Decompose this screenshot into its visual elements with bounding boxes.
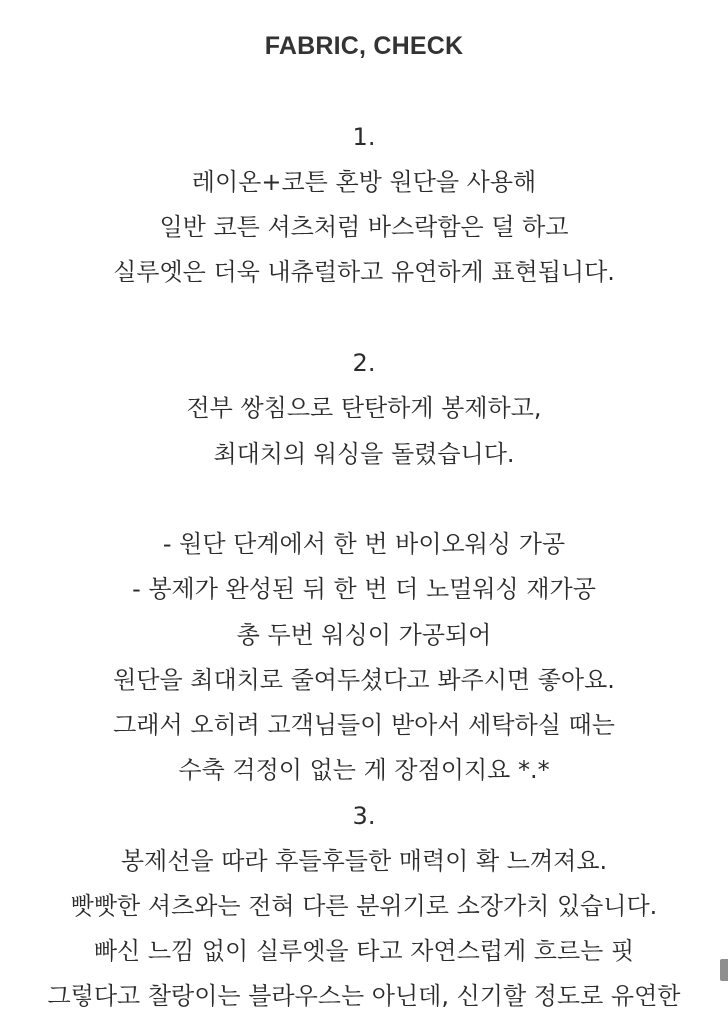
description-line: 전부 쌍침으로 탄탄하게 봉제하고, <box>186 394 542 422</box>
description-line: 원단을 최대치로 줄여두셨다고 봐주시면 좋아요. <box>113 666 615 694</box>
point-number-3: 3. <box>352 802 376 830</box>
description-line: - 봉제가 완성된 뒤 한 번 더 노멀워싱 재가공 <box>132 575 596 603</box>
description-line: 그렇다고 찰랑이는 블라우스는 아닌데, 신기할 정도로 유연한 <box>47 982 681 1010</box>
description-line: 레이온+코튼 혼방 원단을 사용해 <box>191 168 537 196</box>
point-number-1: 1. <box>352 123 376 151</box>
description-line: 최대치의 워싱을 돌렸습니다. <box>213 440 515 468</box>
section-title: FABRIC, CHECK <box>264 32 464 60</box>
description-line: 봉제선을 따라 후들후들한 매력이 확 느껴져요. <box>120 847 608 875</box>
scrollbar-thumb[interactable] <box>720 959 728 981</box>
description-line: 실루엣은 더욱 내츄럴하고 유연하게 표현됩니다. <box>113 258 615 286</box>
description-line: 빳빳한 셔츠와는 전혀 다른 분위기로 소장가치 있습니다. <box>70 892 658 920</box>
description-line: 수축 걱정이 없는 게 장점이지요 *.* <box>178 756 550 784</box>
description-line: 총 두번 워싱이 가공되어 <box>236 621 492 649</box>
point-number-2: 2. <box>352 349 376 377</box>
description-line: - 원단 단계에서 한 번 바이오워싱 가공 <box>162 530 566 558</box>
description-line: 일반 코튼 셔츠처럼 바스락함은 덜 하고 <box>159 213 569 241</box>
description-line: 빠신 느낌 없이 실루엣을 타고 자연스럽게 흐르는 핏 <box>93 937 635 965</box>
description-line: 그래서 오히려 고객님들이 받아서 세탁하실 때는 <box>113 711 615 739</box>
